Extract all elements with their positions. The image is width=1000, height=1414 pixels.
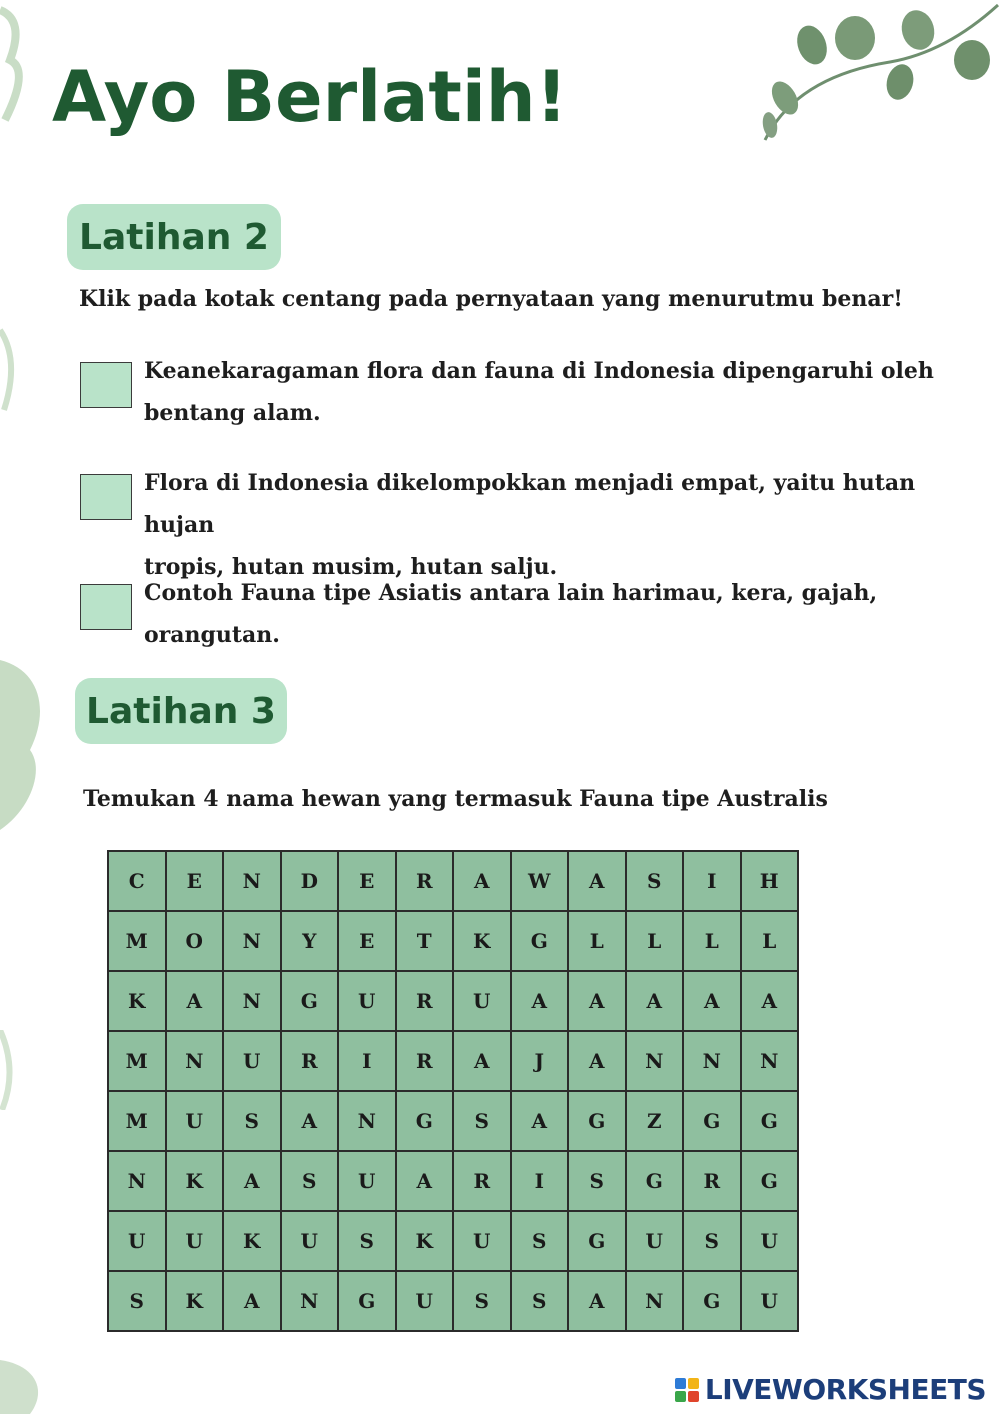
grid-cell[interactable]: G (683, 1271, 741, 1331)
grid-cell[interactable]: L (568, 911, 626, 971)
grid-cell[interactable]: K (396, 1211, 454, 1271)
grid-cell[interactable]: G (338, 1271, 396, 1331)
grid-cell[interactable]: M (108, 911, 166, 971)
grid-cell[interactable]: U (396, 1271, 454, 1331)
grid-cell[interactable]: A (568, 1271, 626, 1331)
grid-cell[interactable]: U (223, 1031, 281, 1091)
grid-cell[interactable]: S (511, 1211, 569, 1271)
grid-cell[interactable]: R (453, 1151, 511, 1211)
grid-cell[interactable]: U (281, 1211, 339, 1271)
statement-checkbox[interactable] (80, 362, 132, 408)
grid-cell[interactable]: G (511, 911, 569, 971)
grid-cell[interactable]: K (166, 1151, 224, 1211)
grid-cell[interactable]: N (223, 851, 281, 911)
grid-cell[interactable]: R (683, 1151, 741, 1211)
grid-cell[interactable]: A (281, 1091, 339, 1151)
grid-cell[interactable]: A (396, 1151, 454, 1211)
grid-cell[interactable]: G (568, 1211, 626, 1271)
grid-cell[interactable]: G (741, 1151, 799, 1211)
grid-cell[interactable]: L (741, 911, 799, 971)
grid-cell[interactable]: G (626, 1151, 684, 1211)
grid-cell[interactable]: S (453, 1271, 511, 1331)
grid-cell[interactable]: W (511, 851, 569, 911)
grid-cell[interactable]: U (453, 1211, 511, 1271)
grid-cell[interactable]: A (223, 1151, 281, 1211)
grid-cell[interactable]: N (223, 911, 281, 971)
grid-cell[interactable]: N (741, 1031, 799, 1091)
grid-cell[interactable]: A (223, 1271, 281, 1331)
grid-cell[interactable]: Y (281, 911, 339, 971)
grid-cell[interactable]: R (281, 1031, 339, 1091)
grid-cell[interactable]: S (568, 1151, 626, 1211)
grid-cell[interactable]: O (166, 911, 224, 971)
instruction-latihan-3: Temukan 4 nama hewan yang termasuk Fauna tipe Australis (83, 786, 828, 812)
grid-cell[interactable]: K (166, 1271, 224, 1331)
grid-cell[interactable]: A (453, 851, 511, 911)
grid-cell[interactable]: K (453, 911, 511, 971)
statement-item (80, 470, 970, 588)
grid-cell[interactable]: R (396, 851, 454, 911)
fern-leaf-icon (0, 0, 40, 140)
grid-cell[interactable]: K (108, 971, 166, 1031)
grid-cell[interactable]: N (626, 1031, 684, 1091)
grid-cell[interactable]: A (453, 1031, 511, 1091)
grid-cell[interactable]: S (338, 1211, 396, 1271)
grid-cell[interactable]: D (281, 851, 339, 911)
grid-cell[interactable]: I (511, 1151, 569, 1211)
grid-cell[interactable]: G (741, 1091, 799, 1151)
statement-text: Keanekaragaman flora dan fauna di Indonesia dipengaruhi oleh bentang alam. (144, 358, 934, 426)
grid-cell[interactable]: J (511, 1031, 569, 1091)
grid-cell[interactable]: U (741, 1271, 799, 1331)
grid-cell[interactable]: M (108, 1091, 166, 1151)
grid-cell[interactable]: U (108, 1211, 166, 1271)
grid-cell[interactable]: A (568, 971, 626, 1031)
statement-item (80, 580, 970, 656)
grid-cell[interactable]: S (626, 851, 684, 911)
grid-cell[interactable]: U (741, 1211, 799, 1271)
word-search-grid (107, 850, 799, 1332)
grid-cell[interactable]: A (741, 971, 799, 1031)
grid-cell[interactable]: H (741, 851, 799, 911)
grid-cell[interactable]: N (626, 1271, 684, 1331)
grid-cell[interactable]: A (166, 971, 224, 1031)
grid-cell[interactable]: N (108, 1151, 166, 1211)
grid-cell[interactable]: A (568, 851, 626, 911)
grid-cell[interactable]: G (683, 1091, 741, 1151)
grid-cell[interactable]: U (166, 1091, 224, 1151)
statement-checkbox[interactable] (80, 474, 132, 520)
brand-name: LIVEWORKSHEETS (704, 1373, 986, 1406)
grid-cell[interactable]: S (511, 1271, 569, 1331)
grid-cell[interactable]: L (683, 911, 741, 971)
eucalyptus-branch-icon (750, 0, 1000, 150)
grid-cell[interactable]: K (223, 1211, 281, 1271)
page-title: Ayo Berlatih! (52, 56, 568, 138)
statement-text: Flora di Indonesia dikelompokkan menjadi empat, yaitu hutan hujan tropis, hutan musim, hutan salju. (144, 470, 916, 580)
statement-text: Contoh Fauna tipe Asiatis antara lain harimau, kera, gajah, orangutan. (144, 580, 878, 648)
statement-item (80, 358, 970, 434)
grid-cell[interactable]: A (683, 971, 741, 1031)
grid-cell[interactable]: S (281, 1151, 339, 1211)
section-label-text: Latihan 2 (79, 216, 269, 258)
fern-leaf-icon (0, 1030, 20, 1110)
grid-cell[interactable]: N (683, 1031, 741, 1091)
grid-cell[interactable]: N (338, 1091, 396, 1151)
grid-cell[interactable]: G (281, 971, 339, 1031)
monstera-leaf-icon (0, 660, 50, 830)
liveworksheets-logo (675, 1373, 986, 1406)
section-label-text: Latihan 3 (86, 690, 276, 732)
grid-cell[interactable]: M (108, 1031, 166, 1091)
liveworksheets-logo-icon (675, 1378, 699, 1402)
grid-cell[interactable]: A (568, 1031, 626, 1091)
monstera-leaf-icon (0, 1360, 50, 1414)
fern-leaf-icon (0, 320, 30, 420)
grid-cell[interactable]: S (223, 1091, 281, 1151)
grid-cell[interactable]: S (453, 1091, 511, 1151)
grid-cell[interactable]: I (683, 851, 741, 911)
grid-cell[interactable]: N (166, 1031, 224, 1091)
grid-cell[interactable]: U (626, 1211, 684, 1271)
grid-cell[interactable]: R (396, 971, 454, 1031)
grid-cell[interactable]: E (338, 851, 396, 911)
section-label-latihan-3 (75, 678, 287, 744)
grid-cell[interactable]: E (166, 851, 224, 911)
grid-cell[interactable]: E (338, 911, 396, 971)
grid-cell[interactable]: N (281, 1271, 339, 1331)
grid-cell[interactable]: A (511, 971, 569, 1031)
grid-cell[interactable]: U (338, 971, 396, 1031)
grid-cell[interactable]: I (338, 1031, 396, 1091)
grid-cell[interactable]: U (338, 1151, 396, 1211)
grid-cell[interactable]: N (223, 971, 281, 1031)
grid-cell[interactable]: S (683, 1211, 741, 1271)
grid-cell[interactable]: G (568, 1091, 626, 1151)
grid-cell[interactable]: T (396, 911, 454, 971)
grid-cell[interactable]: A (626, 971, 684, 1031)
grid-cell[interactable]: Z (626, 1091, 684, 1151)
statement-checkbox[interactable] (80, 584, 132, 630)
grid-cell[interactable]: U (453, 971, 511, 1031)
instruction-latihan-2: Klik pada kotak centang pada pernyataan yang menurutmu benar! (79, 286, 903, 312)
grid-cell[interactable]: A (511, 1091, 569, 1151)
section-label-latihan-2 (67, 204, 281, 270)
grid-cell[interactable]: C (108, 851, 166, 911)
grid-cell[interactable]: U (166, 1211, 224, 1271)
grid-cell[interactable]: L (626, 911, 684, 971)
grid-cell[interactable]: S (108, 1271, 166, 1331)
grid-cell[interactable]: R (396, 1031, 454, 1091)
grid-cell[interactable]: G (396, 1091, 454, 1151)
